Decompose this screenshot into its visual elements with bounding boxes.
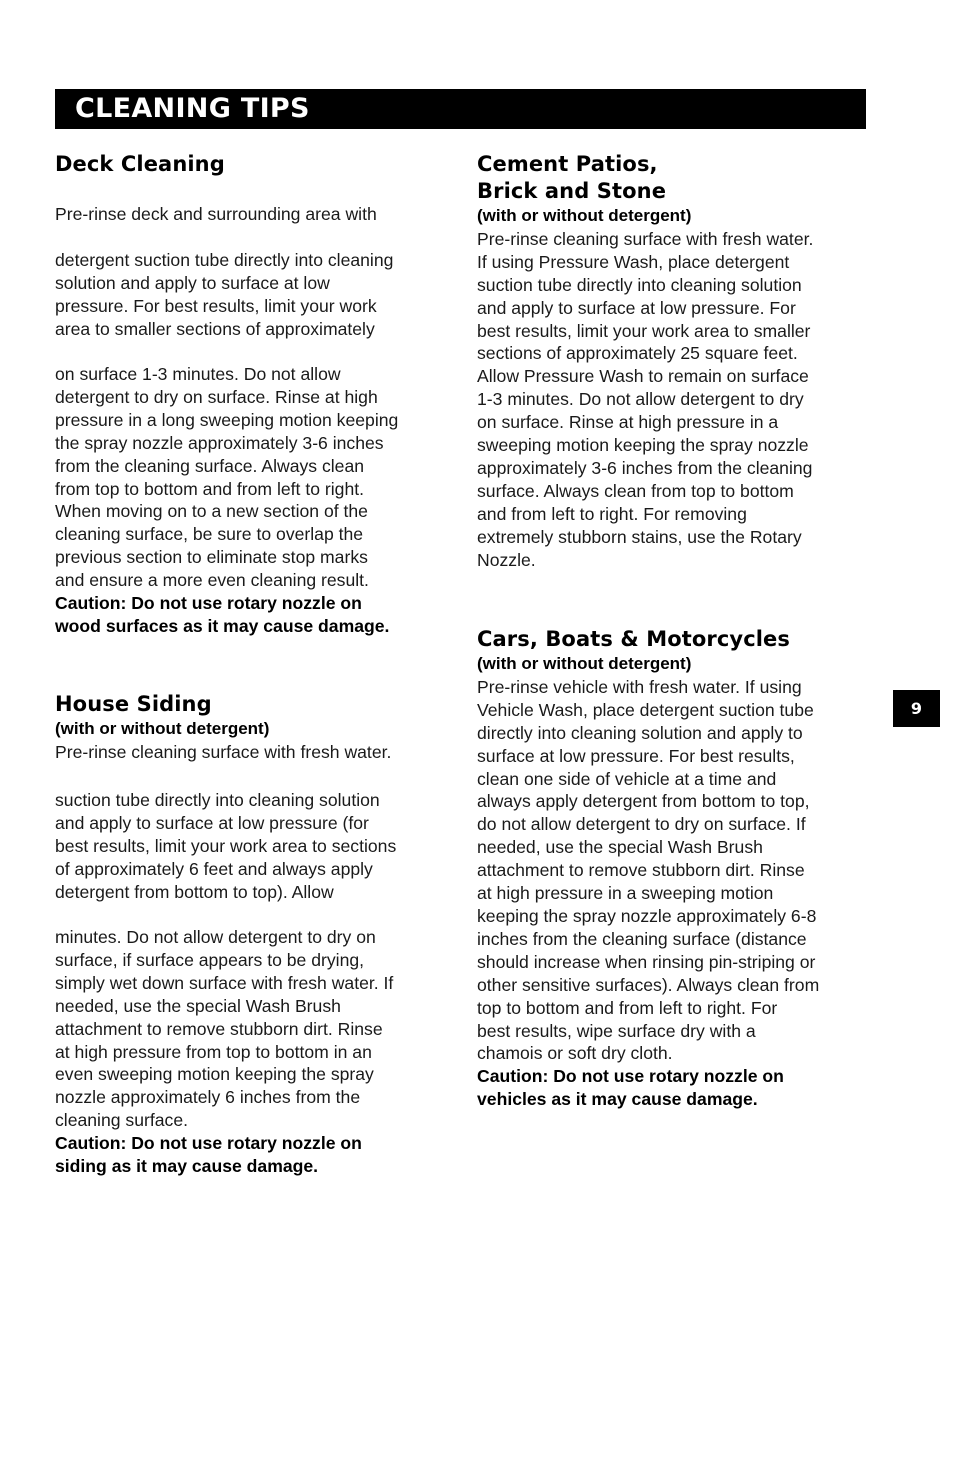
text-line: at high pressure from top to bottom in an — [55, 1041, 372, 1062]
house-siding-section — [55, 691, 450, 764]
text-line: extremely stubborn stains, use the Rotary — [477, 526, 802, 547]
vehicles-caution-line: Caution: Do not use rotary nozzle on — [477, 1066, 784, 1087]
text-line: top to bottom and from left to right. For — [477, 997, 778, 1018]
text-line: detergent suction tube directly into cleaning — [55, 250, 394, 270]
text-line: on surface. Rinse at high pressure in a — [477, 412, 779, 433]
text-line: cleaning surface. — [55, 1110, 189, 1131]
deck-paragraph-2 — [55, 249, 450, 341]
text-line: on surface 1-3 minutes. Do not allow — [55, 364, 341, 384]
text-line: If using Pressure Wash, place detergent — [477, 251, 790, 272]
text-line: suction tube directly into cleaning solution — [477, 274, 802, 295]
text-line: pressure. For best results, limit your work — [55, 295, 377, 316]
text-line: surface at low pressure. For best results, — [477, 745, 795, 766]
text-line: keeping the spray nozzle approximately 6-8 — [477, 905, 817, 926]
vehicles-heading: Cars, Boats & Motorcycles — [477, 627, 790, 651]
heading-line: Brick and Stone — [477, 179, 667, 203]
text-line: approximately 3-6 inches from the cleaning — [477, 457, 813, 478]
text-line: best results, wipe surface dry with a — [477, 1020, 756, 1041]
deck-cleaning-heading-block — [55, 151, 450, 178]
vehicles-section — [477, 626, 872, 1111]
deck-paragraph-3 — [55, 363, 450, 638]
text-line: sections of approximately 25 square feet. — [477, 343, 798, 364]
text-line: from the cleaning surface. Always clean — [55, 455, 365, 476]
siding-caution-line: siding as it may cause damage. — [55, 1156, 319, 1177]
text-line: minutes. Do not allow detergent to dry on — [55, 927, 376, 947]
text-line: directly into cleaning solution and apply to — [477, 722, 803, 743]
siding-caution-line: Caution: Do not use rotary nozzle on — [55, 1133, 362, 1154]
heading-line: Cement Patios, — [477, 152, 658, 176]
text-line: and ensure a more even cleaning result. — [55, 570, 369, 591]
text-line: Pre-rinse vehicle with fresh water. If using — [477, 676, 802, 697]
page-number-tab: 9 — [893, 690, 940, 727]
text-line: inches from the cleaning surface (distance — [477, 928, 807, 949]
text-line: pressure in a long sweeping motion keeping — [55, 409, 399, 430]
text-line: attachment to remove stubborn dirt. Rinse — [477, 860, 805, 881]
text-line: Pre-rinse cleaning surface with fresh water. — [55, 741, 392, 762]
text-line: best results, limit your work area to sections — [55, 835, 397, 856]
text-line: Pre-rinse deck and surrounding area with — [55, 204, 377, 224]
text-line: needed, use the special Wash Brush — [477, 837, 763, 858]
text-line: and from left to right. For removing — [477, 503, 747, 524]
siding-paragraph-3 — [55, 926, 450, 1178]
text-line: detergent to dry on surface. Rinse at high — [55, 386, 378, 407]
page-title: CLEANING TIPS — [55, 89, 866, 129]
text-line: surface, if surface appears to be drying, — [55, 949, 365, 970]
text-line: the spray nozzle approximately 3-6 inches — [55, 432, 384, 453]
house-siding-subheading: (with or without detergent) — [55, 719, 270, 738]
text-line: Allow Pressure Wash to remain on surface — [477, 366, 809, 387]
text-line: suction tube directly into cleaning solution — [55, 790, 380, 810]
cement-patios-subheading: (with or without detergent) — [477, 206, 692, 225]
text-line: 1-3 minutes. Do not allow detergent to dry — [477, 389, 804, 410]
siding-paragraph-2 — [55, 789, 450, 904]
text-line: other sensitive surfaces). Always clean from — [477, 974, 820, 995]
text-line: detergent from bottom to top). Allow — [55, 881, 334, 902]
text-line: should increase when rinsing pin-striping or — [477, 951, 816, 972]
text-line: do not allow detergent to dry on surface. If — [477, 814, 806, 835]
text-line: nozzle approximately 6 inches from the — [55, 1087, 361, 1108]
text-line: chamois or soft dry cloth. — [477, 1043, 673, 1064]
cement-patios-section — [477, 151, 872, 572]
vehicles-subheading: (with or without detergent) — [477, 654, 692, 673]
text-line: surface. Always clean from top to bottom — [477, 480, 794, 501]
text-line: from top to bottom and from left to right. — [55, 478, 365, 499]
deck-caution-line: wood surfaces as it may cause damage. — [55, 615, 390, 636]
text-line: cleaning surface, be sure to overlap the — [55, 524, 364, 545]
text-line: best results, limit your work area to smaller — [477, 320, 811, 341]
text-line: simply wet down surface with fresh water. If — [55, 972, 394, 993]
text-line: Nozzle. — [477, 549, 536, 570]
house-siding-heading: House Siding — [55, 692, 212, 716]
deck-caution-line: Caution: Do not use rotary nozzle on — [55, 593, 362, 614]
text-line: needed, use the special Wash Brush — [55, 995, 341, 1016]
text-line: at high pressure in a sweeping motion — [477, 883, 774, 904]
text-line: previous section to eliminate stop marks — [55, 547, 368, 568]
text-line: of approximately 6 feet and always apply — [55, 858, 373, 879]
text-line: Vehicle Wash, place detergent suction tube — [477, 699, 814, 720]
vehicles-caution-line: vehicles as it may cause damage. — [477, 1089, 758, 1110]
text-line: attachment to remove stubborn dirt. Rinse — [55, 1018, 383, 1039]
text-line: clean one side of vehicle at a time and — [477, 768, 777, 789]
text-line: even sweeping motion keeping the spray — [55, 1064, 374, 1085]
text-line: and apply to surface at low pressure. For — [477, 297, 796, 318]
text-line: and apply to surface at low pressure (for — [55, 812, 369, 833]
deck-paragraph-1 — [55, 203, 450, 226]
text-line: sweeping motion keeping the spray nozzle — [477, 435, 809, 456]
text-line: Pre-rinse cleaning surface with fresh water. — [477, 228, 814, 249]
cement-patios-heading — [477, 151, 872, 205]
text-line: solution and apply to surface at low — [55, 272, 330, 293]
deck-cleaning-heading: Deck Cleaning — [55, 152, 225, 176]
text-line: always apply detergent from bottom to top, — [477, 791, 810, 812]
text-line: area to smaller sections of approximately — [55, 318, 375, 339]
text-line: When moving on to a new section of the — [55, 501, 368, 522]
